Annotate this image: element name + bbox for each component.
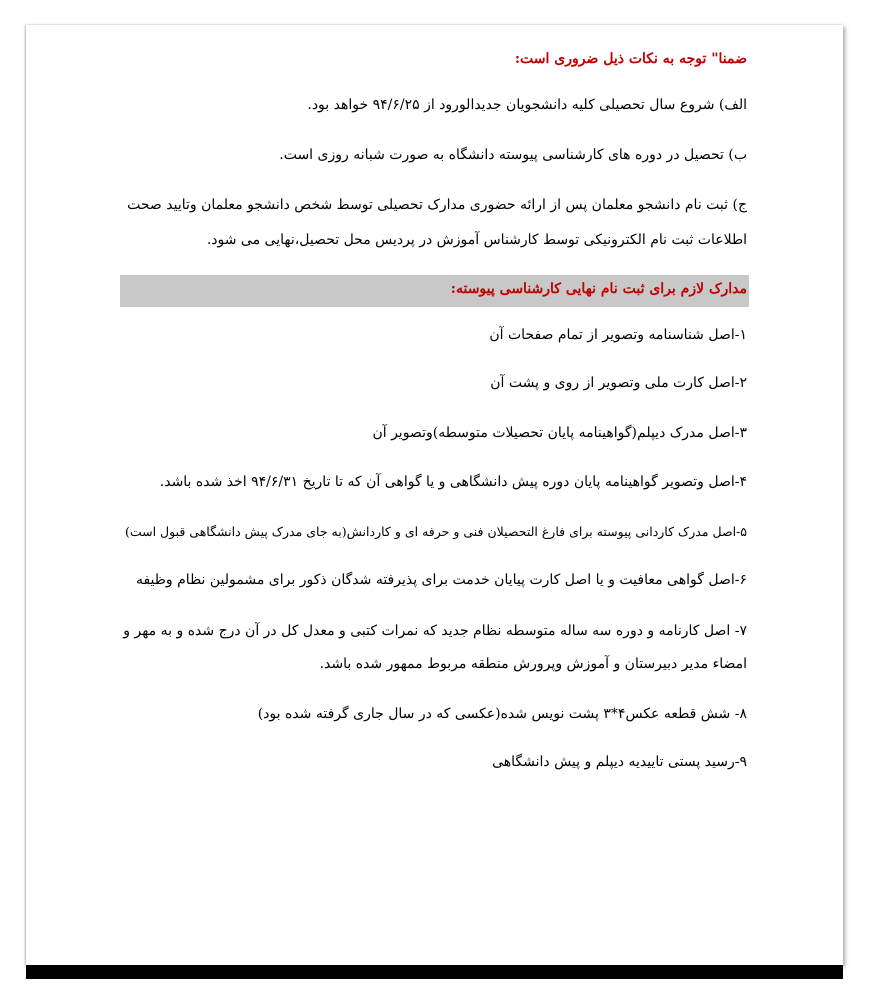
document-item-1: ۱-اصل شناسنامه وتصویر از تمام صفحات آن bbox=[489, 327, 747, 343]
notice-item-jim-cont: اطلاعات ثبت نام الکترونیکی توسط کارشناس آموزش در پردیس محل تحصیل،نهایی می شود. bbox=[206, 232, 747, 248]
documents-title: مدارک لازم برای ثبت نام نهایی کارشناسی پیوسته: bbox=[450, 281, 747, 297]
document-item-4: ۴-اصل وتصویر گواهینامه پایان دوره پیش دانشگاهی و یا گواهی آن که تا تاریخ ۹۴/۶/۳۱ اخذ شده باشد. bbox=[159, 474, 747, 490]
documents-title-banner bbox=[120, 275, 749, 307]
document-item-9: ۹-رسید پستی تاییدیه دیپلم و پیش دانشگاهی bbox=[492, 754, 747, 770]
notice-item-be: ب) تحصیل در دوره های کارشناسی پیوسته دانشگاه به صورت شبانه روزی است. bbox=[279, 147, 747, 163]
notice-title: ضمنا" توجه به نکات ذیل ضروری است: bbox=[514, 51, 747, 67]
document-item-7: ۷- اصل کارنامه و دوره سه ساله متوسطه نظام جدید که نمرات کتبی و معدل کل در آن درج شده و به مهر و bbox=[123, 623, 747, 639]
document-item-6: ۶-اصل گواهی معافیت و یا اصل کارت پیایان خدمت برای پذیرفته شدگان ذکور برای مشمولین نظام وظیفه bbox=[135, 572, 747, 588]
document-item-5: ۵-اصل مدرک کاردانی پیوسته برای فارغ التحصیلان فنی و حرفه ای و کاردانش(به جای مدرک پیش دانشگاهی قبول است) bbox=[124, 524, 747, 539]
document-item-2: ۲-اصل کارت ملی وتصویر از روی و پشت آن bbox=[490, 375, 747, 391]
document-item-3: ۳-اصل مدرک دیپلم(گواهینامه پایان تحصیلات متوسطه)وتصویر آن bbox=[372, 425, 747, 441]
document-item-7-cont: امضاء مدیر دبیرستان و آموزش وپرورش منطقه مربوط ممهور شده باشد. bbox=[319, 656, 747, 672]
document-item-8: ۸- شش قطعه عکس۴*۳ پشت نویس شده(عکسی که در سال جاری گرفته شده بود) bbox=[257, 706, 747, 722]
page-bottom-edge bbox=[26, 965, 843, 979]
notice-item-jim: ج) ثبت نام دانشجو معلمان پس از ارائه حضوری مدارک تحصیلی توسط شخص دانشجو معلمان وتایید صحت bbox=[127, 197, 747, 213]
notice-item-alef: الف) شروع سال تحصیلی کلیه دانشجویان جدیدالورود از ۹۴/۶/۲۵ خواهد بود. bbox=[307, 97, 747, 113]
document-page bbox=[26, 25, 843, 965]
